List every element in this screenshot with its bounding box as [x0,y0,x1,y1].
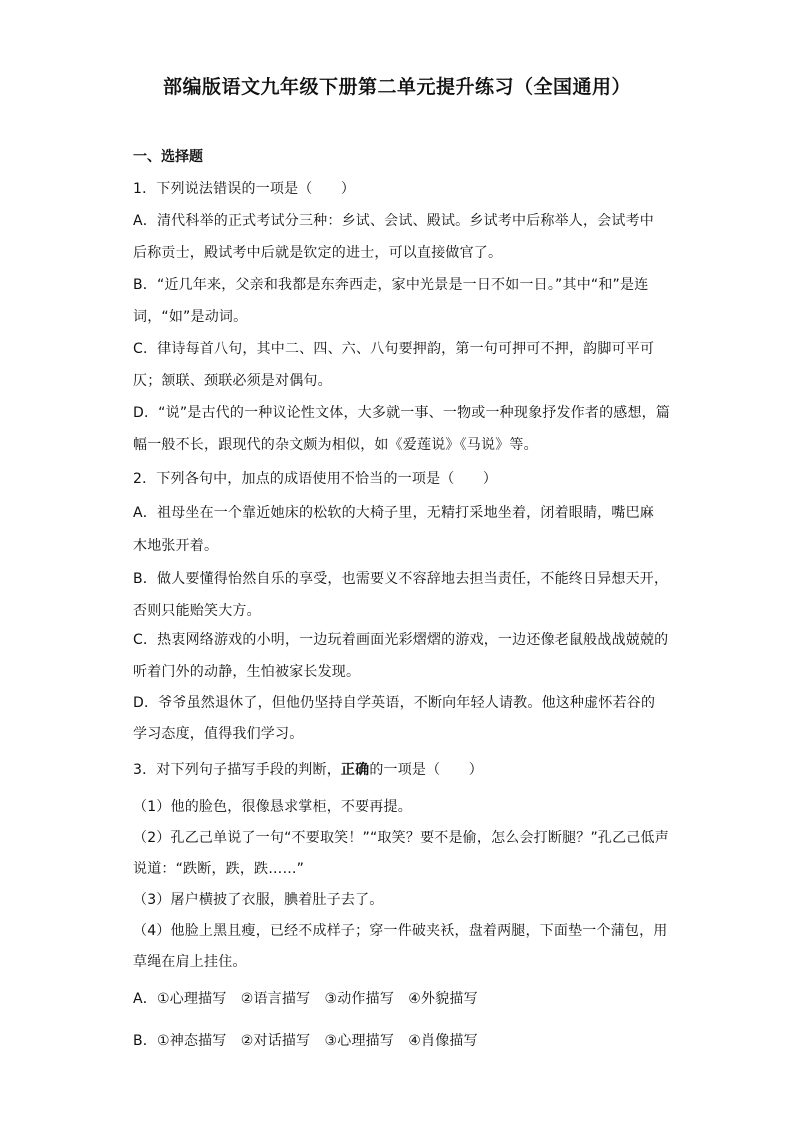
q2-option-d-line1: D．爷爷虽然退休了，但他仍坚持自学英语，不断向年轻人请教。他这种虚怀若谷的 [133,695,656,711]
q3-sentence-3: （3）屠户横披了衣服，腆着肚子去了。 [133,892,384,908]
q1-option-b-line1: B．“近几年来，父亲和我都是东奔西走，家中光景是一日不如一日。”其中“和”是连 [133,277,649,293]
q3-sentence-2-line2: 说道：“跌断，跌，跌……” [133,861,305,877]
q2-option-b-line1: B．做人要懂得怡然自乐的享受，也需要义不容辞地去担当责任，不能终日异想天开， [133,571,669,587]
q1-option-d-line1: D．“说”是古代的一种议论性文体，大多就一事、一物或一种现象抒发作者的感想，篇 [133,405,671,421]
q2-option-a-line1: A．祖母坐在一个靠近她床的松软的大椅子里，无精打采地坐着，闭着眼睛，嘴巴麻 [133,505,654,521]
q3-sentence-4-line2: 草绳在肩上挂住。 [133,954,247,970]
q1-option-d-line2: 幅一般不长，跟现代的杂文颇为相似，如《爱莲说》《马说》等。 [133,437,538,453]
q3-sentence-1: （1）他的脸色，很像恳求掌柜，不要再提。 [133,799,412,815]
q1-option-c-line2: 仄；颔联、颈联必须是对偶句。 [133,373,332,389]
q1-option-c-line1: C．律诗每首八句，其中二、四、六、八句要押韵，第一句可押可不押，韵脚可平可 [133,341,655,357]
page-title: 部编版语文九年级下册第二单元提升练习（全国通用） [162,76,631,98]
q1-option-a-line1: A．清代科举的正式考试分三种：乡试、会试、殿试。乡试考中后称举人，会试考中 [133,213,654,229]
q3-stem-pre: 3．对下列句子描写手段的判断， [133,762,341,778]
q2-option-c-line1: C．热衷网络游戏的小明，一边玩着画面光彩熠熠的游戏，一边还像老鼠般战战兢兢的 [133,632,669,648]
q1-option-b-line2: 词，“如”是动词。 [133,309,248,325]
q3-sentence-2-line1: （2）孔乙己单说了一句“不要取笑！”“取笑？要不是偷，怎么会打断腿？”孔乙己低声 [133,830,669,846]
q3-option-a: A．①心理描写 ②语言描写 ③动作描写 ④外貌描写 [133,991,478,1007]
q3-option-b: B．①神态描写 ②对话描写 ③心理描写 ④肖像描写 [133,1033,478,1049]
q2-option-d-line2: 学习态度，值得我们学习。 [133,726,304,742]
section-heading: 一、选择题 [133,149,203,165]
q1-option-a-line2: 后称贡士，殿试考中后就是钦定的进士，可以直接做官了。 [133,245,503,261]
q3-stem-emphasis: 正确 [340,762,370,778]
q2-option-a-line2: 木地张开着。 [133,538,219,554]
q3-stem-post: 的一项是（ ） [369,762,483,778]
q3-stem [133,759,483,779]
q2-option-c-line2: 听着门外的动静，生怕被家长发现。 [133,664,361,680]
q3-sentence-4-line1: （4）他脸上黑且瘦，已经不成样子；穿一件破夹袄，盘着两腿，下面垫一个蒲包，用 [133,923,668,939]
q1-stem: 1．下列说法错误的一项是（ ） [133,181,356,197]
q2-option-b-line2: 否则只能贻笑大方。 [133,603,261,619]
q2-stem: 2．下列各句中，加点的成语使用不恰当的一项是（ ） [133,471,498,487]
